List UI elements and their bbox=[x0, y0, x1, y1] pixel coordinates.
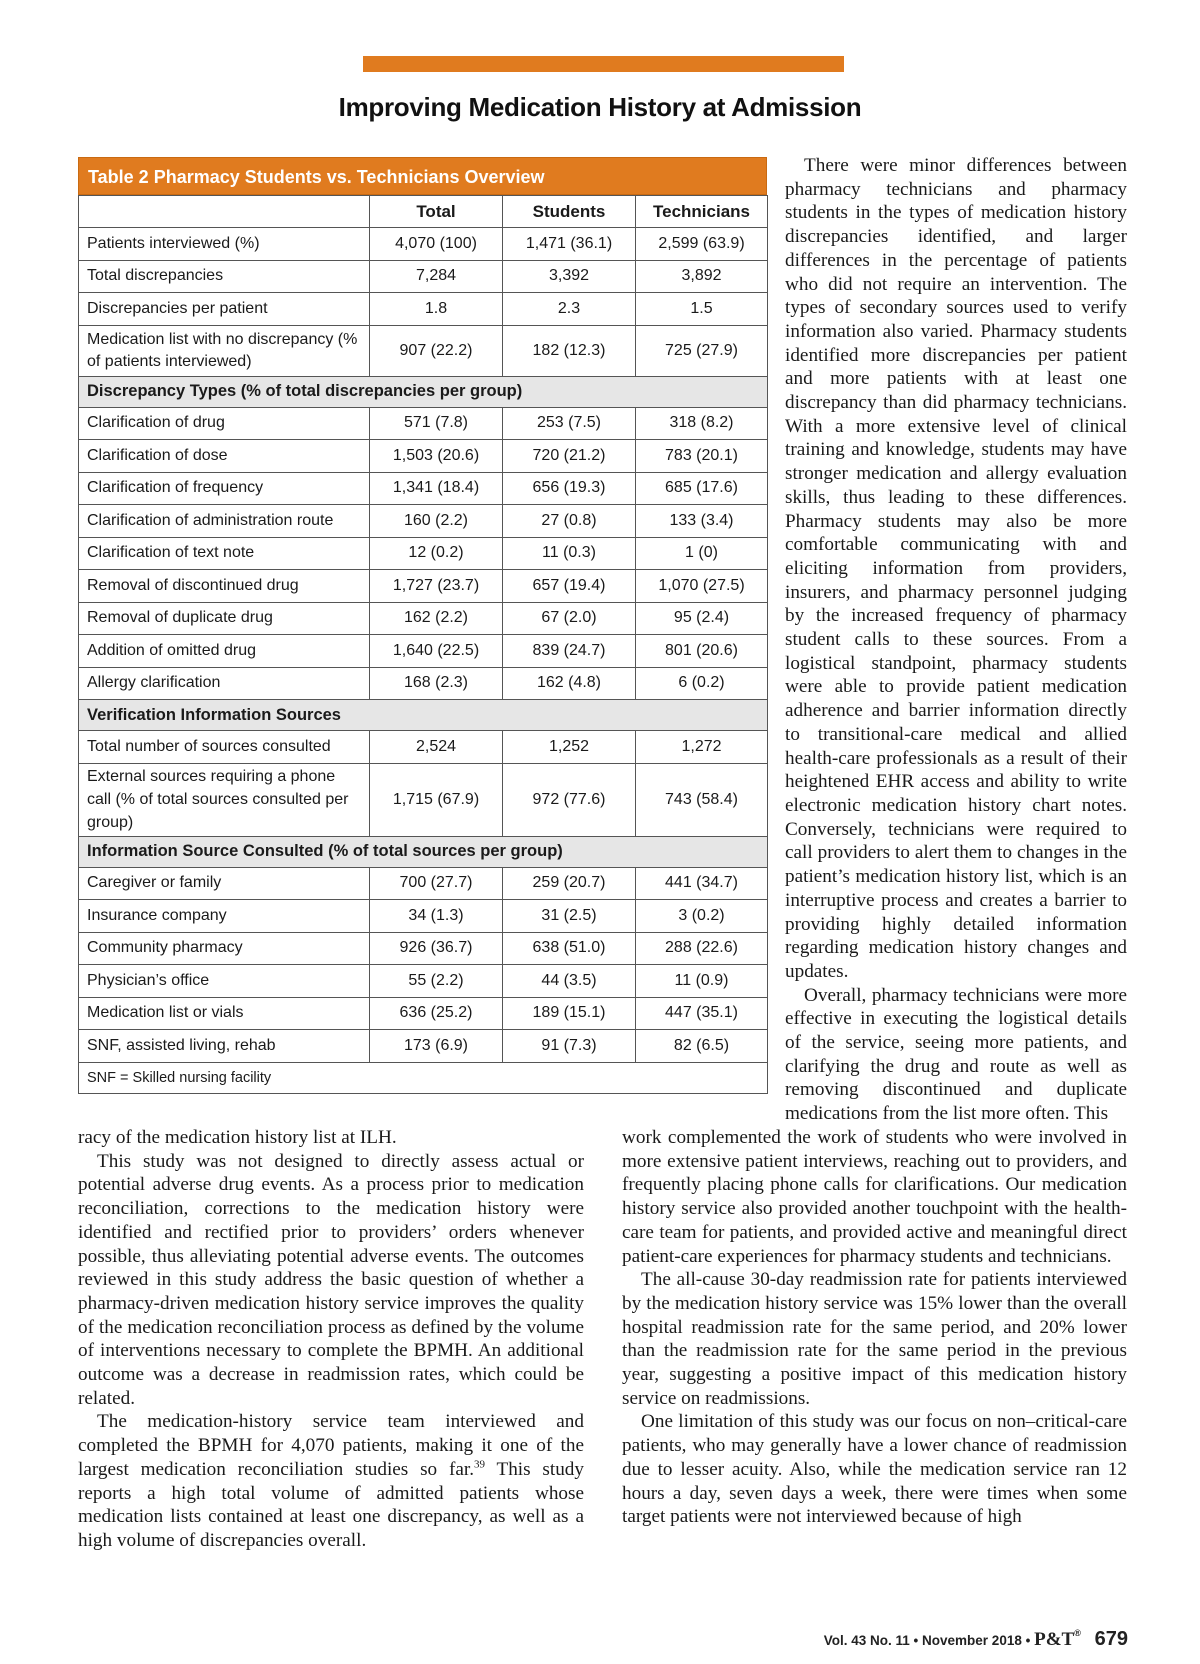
table-row bbox=[79, 1030, 768, 1063]
cell-technicians: 6 (0.2) bbox=[636, 667, 768, 700]
cell-technicians: 95 (2.4) bbox=[636, 602, 768, 635]
section-heading: Verification Information Sources bbox=[79, 700, 768, 731]
table-row bbox=[79, 965, 768, 998]
table-2 bbox=[78, 157, 767, 1094]
cell-total: 173 (6.9) bbox=[370, 1030, 503, 1063]
table-title: Table 2 Pharmacy Students vs. Technicians Overview bbox=[78, 157, 767, 195]
data-table bbox=[78, 195, 768, 1094]
row-label: Medication list with no discrepancy (% of patients interviewed) bbox=[79, 325, 370, 376]
cell-total: 12 (0.2) bbox=[370, 537, 503, 570]
cell-students: 27 (0.8) bbox=[503, 505, 636, 538]
cell-technicians: 2,599 (63.9) bbox=[636, 228, 768, 261]
table-row bbox=[79, 602, 768, 635]
footer-separator: • bbox=[1025, 1633, 1031, 1648]
row-label: Clarification of drug bbox=[79, 407, 370, 440]
cell-students: 656 (19.3) bbox=[503, 472, 636, 505]
table-row bbox=[79, 472, 768, 505]
cell-students: 67 (2.0) bbox=[503, 602, 636, 635]
paragraph: This study was not designed to directly assess actual or potential adverse drug events. As a process prior to medication reconciliation, corrections to the medication history were identified and rectified prior to providers’ orders whenever possible, thus alleviating potential adverse events. The outcomes reviewed in this study address the basic question of whether a pharmacy-driven medication history service improves the quality of the medication reconciliation process as defined by the volume of interventions necessary to complete the BPMH. An additional outcome was a decrease in readmission rates, which could be related. bbox=[78, 1150, 584, 1409]
table-row bbox=[79, 731, 768, 764]
table-row bbox=[79, 570, 768, 603]
cell-technicians: 1,070 (27.5) bbox=[636, 570, 768, 603]
cell-students: 3,392 bbox=[503, 260, 636, 293]
table-row bbox=[79, 537, 768, 570]
paragraph bbox=[78, 1410, 584, 1552]
cell-students: 2.3 bbox=[503, 293, 636, 326]
footnote-row bbox=[79, 1062, 768, 1093]
cell-technicians: 743 (58.4) bbox=[636, 763, 768, 836]
cell-students: 253 (7.5) bbox=[503, 407, 636, 440]
row-label: Total number of sources consulted bbox=[79, 731, 370, 764]
row-label: Allergy clarification bbox=[79, 667, 370, 700]
row-label: Addition of omitted drug bbox=[79, 635, 370, 668]
table-row bbox=[79, 407, 768, 440]
cell-technicians: 3,892 bbox=[636, 260, 768, 293]
cell-students: 638 (51.0) bbox=[503, 932, 636, 965]
row-label: Clarification of text note bbox=[79, 537, 370, 570]
section-row bbox=[79, 376, 768, 407]
table-row bbox=[79, 867, 768, 900]
paragraph: work complemented the work of students who were involved in more extensive patient interviews, reaching out to providers, and frequently placing phone calls for clarifications. Our medication history service also provided another touchpoint with the health-care team for patients, and provided active and meaningful direct patient-care experiences for pharmacy students and technicians. bbox=[622, 1127, 1127, 1267]
cell-technicians: 783 (20.1) bbox=[636, 440, 768, 473]
cell-students: 1,471 (36.1) bbox=[503, 228, 636, 261]
row-label: Patients interviewed (%) bbox=[79, 228, 370, 261]
cell-technicians: 1 (0) bbox=[636, 537, 768, 570]
row-label: Clarification of dose bbox=[79, 440, 370, 473]
row-label: Medication list or vials bbox=[79, 997, 370, 1030]
cell-technicians: 1.5 bbox=[636, 293, 768, 326]
row-label: Clarification of administration route bbox=[79, 505, 370, 538]
cell-students: 189 (15.1) bbox=[503, 997, 636, 1030]
cell-total: 4,070 (100) bbox=[370, 228, 503, 261]
cell-students: 972 (77.6) bbox=[503, 763, 636, 836]
cell-students: 1,252 bbox=[503, 731, 636, 764]
cell-technicians: 11 (0.9) bbox=[636, 965, 768, 998]
citation-reference[interactable]: 39 bbox=[474, 1458, 485, 1471]
page-number: 679 bbox=[1094, 1628, 1128, 1650]
table-row bbox=[79, 932, 768, 965]
table-row bbox=[79, 505, 768, 538]
section-row bbox=[79, 700, 768, 731]
table-row bbox=[79, 900, 768, 933]
page-footer bbox=[824, 1628, 1128, 1651]
paragraph: racy of the medication history list at ILH. bbox=[78, 1127, 397, 1148]
table-row bbox=[79, 667, 768, 700]
column-header: Total bbox=[370, 196, 503, 228]
cell-total: 907 (22.2) bbox=[370, 325, 503, 376]
cell-total: 700 (27.7) bbox=[370, 867, 503, 900]
cell-technicians: 133 (3.4) bbox=[636, 505, 768, 538]
cell-students: 91 (7.3) bbox=[503, 1030, 636, 1063]
footer-separator: • bbox=[913, 1633, 919, 1648]
registered-mark: ® bbox=[1074, 1628, 1081, 1638]
body-column-right-top bbox=[785, 154, 1127, 1126]
paragraph: One limitation of this study was our focus on non–critical-care patients, who may generally have a lower chance of readmission due to lesser acuity. Also, while the medication service ran 12 hours a day, seven days a week, there were times when some target patients were not interviewed because of high bbox=[622, 1411, 1127, 1528]
cell-students: 44 (3.5) bbox=[503, 965, 636, 998]
table-row bbox=[79, 635, 768, 668]
cell-total: 168 (2.3) bbox=[370, 667, 503, 700]
body-column-right-bottom bbox=[622, 1126, 1127, 1529]
cell-technicians: 82 (6.5) bbox=[636, 1030, 768, 1063]
cell-technicians: 288 (22.6) bbox=[636, 932, 768, 965]
row-label: SNF, assisted living, rehab bbox=[79, 1030, 370, 1063]
cell-total: 571 (7.8) bbox=[370, 407, 503, 440]
cell-total: 636 (25.2) bbox=[370, 997, 503, 1030]
table-row bbox=[79, 293, 768, 326]
cell-total: 160 (2.2) bbox=[370, 505, 503, 538]
footer-date: November 2018 bbox=[922, 1633, 1022, 1648]
cell-total: 1,715 (67.9) bbox=[370, 763, 503, 836]
table-footnote: SNF = Skilled nursing facility bbox=[79, 1062, 768, 1093]
footer-volume: Vol. 43 No. 11 bbox=[823, 1633, 910, 1648]
cell-total: 162 (2.2) bbox=[370, 602, 503, 635]
row-label: Caregiver or family bbox=[79, 867, 370, 900]
cell-students: 182 (12.3) bbox=[503, 325, 636, 376]
section-heading: Discrepancy Types (% of total discrepancies per group) bbox=[79, 376, 768, 407]
section-row bbox=[79, 836, 768, 867]
paragraph-text: This study reports a high total volume of admitted patients whose medication lists contained at least one discrepancy, as well as a high volume of discrepancies overall. bbox=[78, 1458, 584, 1551]
column-header: Students bbox=[503, 196, 636, 228]
cell-students: 839 (24.7) bbox=[503, 635, 636, 668]
header-accent-bar bbox=[363, 56, 844, 72]
cell-total: 2,524 bbox=[370, 731, 503, 764]
body-column-left bbox=[78, 1126, 584, 1553]
cell-students: 31 (2.5) bbox=[503, 900, 636, 933]
cell-total: 1,503 (20.6) bbox=[370, 440, 503, 473]
row-label: Clarification of frequency bbox=[79, 472, 370, 505]
column-header: Technicians bbox=[636, 196, 768, 228]
row-label: Community pharmacy bbox=[79, 932, 370, 965]
cell-total: 55 (2.2) bbox=[370, 965, 503, 998]
row-label: External sources requiring a phone call (% of total sources consulted per group) bbox=[79, 763, 370, 836]
cell-students: 162 (4.8) bbox=[503, 667, 636, 700]
column-header bbox=[79, 196, 370, 228]
section-heading: Information Source Consulted (% of total sources per group) bbox=[79, 836, 768, 867]
row-label: Insurance company bbox=[79, 900, 370, 933]
cell-total: 1,727 (23.7) bbox=[370, 570, 503, 603]
cell-students: 720 (21.2) bbox=[503, 440, 636, 473]
paragraph-text: The medication-history service team interviewed and completed the BPMH for 4,070 patients, making it one of the largest medication reconciliation studies so far. bbox=[78, 1411, 584, 1480]
row-label: Discrepancies per patient bbox=[79, 293, 370, 326]
row-label: Removal of duplicate drug bbox=[79, 602, 370, 635]
footer-journal: P&T bbox=[1034, 1629, 1075, 1650]
cell-students: 11 (0.3) bbox=[503, 537, 636, 570]
table-row bbox=[79, 997, 768, 1030]
cell-technicians: 801 (20.6) bbox=[636, 635, 768, 668]
table-row bbox=[79, 260, 768, 293]
cell-technicians: 3 (0.2) bbox=[636, 900, 768, 933]
table-row bbox=[79, 325, 768, 376]
table-row bbox=[79, 763, 768, 836]
cell-total: 926 (36.7) bbox=[370, 932, 503, 965]
cell-total: 7,284 bbox=[370, 260, 503, 293]
cell-total: 1,640 (22.5) bbox=[370, 635, 503, 668]
paragraph: The all-cause 30-day readmission rate for patients interviewed by the medication history service was 15% lower than the overall hospital readmission rate for the same period, and 20% lower than the readmission rate for the same period in the previous year, suggesting a positive impact of this medication history service on readmissions. bbox=[622, 1269, 1127, 1409]
page-title: Improving Medication History at Admission bbox=[338, 92, 862, 122]
cell-technicians: 318 (8.2) bbox=[636, 407, 768, 440]
table-row bbox=[79, 228, 768, 261]
row-label: Physician’s office bbox=[79, 965, 370, 998]
paragraph: Overall, pharmacy technicians were more effective in executing the logistical details of the service, seeing more patients, and clarifying the drug and route as well as removing discontinued and duplicate medications from the list more often. This bbox=[785, 984, 1127, 1125]
cell-students: 657 (19.4) bbox=[503, 570, 636, 603]
row-label: Removal of discontinued drug bbox=[79, 570, 370, 603]
table-row bbox=[79, 440, 768, 473]
paragraph: There were minor differences between pharmacy technicians and pharmacy students in the types of medication history discrepancies identified, and larger differences in the percentage of patients who did not require an intervention. The types of secondary sources used to verify information also varied. Pharmacy students identified more discrepancies per patient and more patients with at least one discrepancy than did pharmacy technicians. With a more extensive level of clinical training and knowledge, students may have stronger medication and allergy evaluation skills, thus leading to these differences. Pharmacy students may also be more comfortable communicating with and eliciting information from providers, insurers, and pharmacy personnel judging by the increased frequency of pharmacy student calls to these sources. From a logistical standpoint, pharmacy students were able to provide patient medication adherence and barrier information directly to transitional-care medical and allied health-care professionals as a result of their heightened EHR access and ability to write electronic medication history chart notes. Conversely, technicians were required to call providers to alert them to changes in the patient’s medication history list, which is an interruptive process and creates a barrier to providing highly detailed information regarding medication history changes and updates. bbox=[785, 155, 1127, 982]
table-header-row bbox=[79, 196, 768, 228]
cell-total: 34 (1.3) bbox=[370, 900, 503, 933]
cell-technicians: 685 (17.6) bbox=[636, 472, 768, 505]
cell-technicians: 725 (27.9) bbox=[636, 325, 768, 376]
cell-technicians: 441 (34.7) bbox=[636, 867, 768, 900]
cell-technicians: 1,272 bbox=[636, 731, 768, 764]
cell-total: 1.8 bbox=[370, 293, 503, 326]
cell-students: 259 (20.7) bbox=[503, 867, 636, 900]
row-label: Total discrepancies bbox=[79, 260, 370, 293]
cell-total: 1,341 (18.4) bbox=[370, 472, 503, 505]
cell-technicians: 447 (35.1) bbox=[636, 997, 768, 1030]
